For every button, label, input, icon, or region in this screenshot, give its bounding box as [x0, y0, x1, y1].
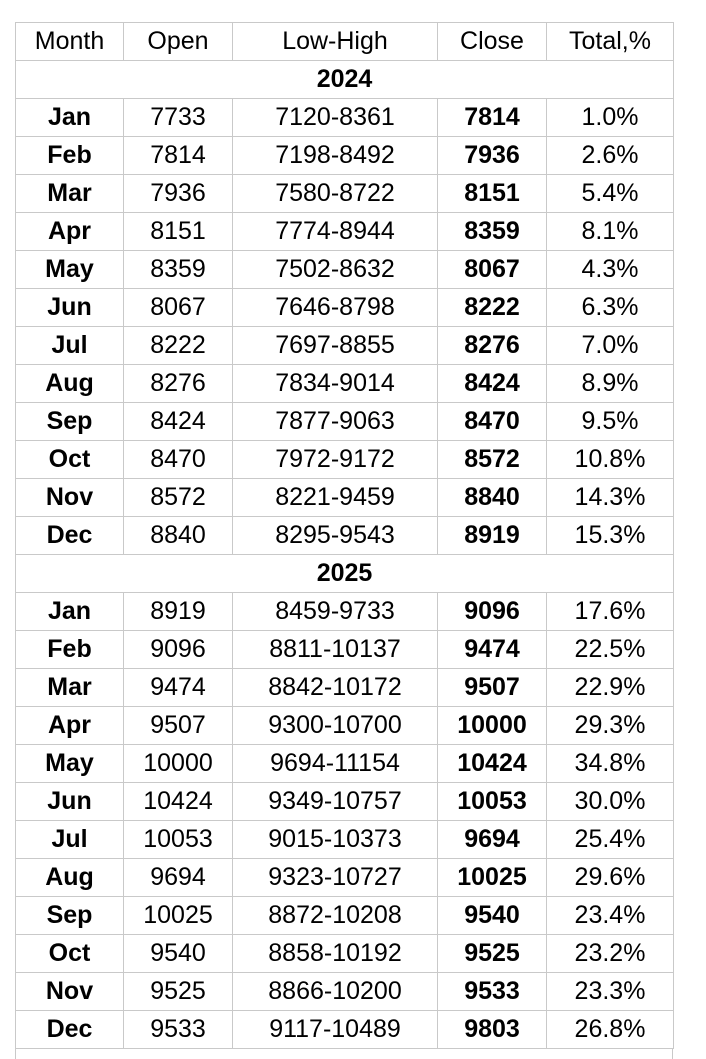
table-row [16, 1011, 674, 1049]
open-cell: 8470 [124, 441, 233, 479]
open-cell: 9540 [124, 935, 233, 973]
total-percent-cell: 14.3% [547, 479, 674, 517]
total-percent-cell: 17.6% [547, 593, 674, 631]
low-high-cell: 9349-10757 [233, 783, 438, 821]
total-percent-cell: 26.8% [547, 1011, 674, 1049]
month-cell: May [16, 745, 124, 783]
close-cell: 9525 [438, 935, 547, 973]
month-cell: Mar [16, 175, 124, 213]
low-high-cell: 9015-10373 [233, 821, 438, 859]
month-cell: Jun [16, 289, 124, 327]
open-cell: 9694 [124, 859, 233, 897]
month-cell: Feb [16, 137, 124, 175]
table-row [16, 897, 674, 935]
low-high-cell: 8842-10172 [233, 669, 438, 707]
table-row [16, 213, 674, 251]
month-cell: May [16, 251, 124, 289]
total-percent-cell: 8.9% [547, 365, 674, 403]
table-row [16, 707, 674, 745]
total-percent-cell: 22.5% [547, 631, 674, 669]
total-percent-cell: 10.8% [547, 441, 674, 479]
close-cell: 9533 [438, 973, 547, 1011]
low-high-cell: 7646-8798 [233, 289, 438, 327]
close-cell: 8151 [438, 175, 547, 213]
low-high-cell: 7502-8632 [233, 251, 438, 289]
open-cell: 8840 [124, 517, 233, 555]
table-row [16, 365, 674, 403]
month-cell: Apr [16, 213, 124, 251]
month-cell: Jul [16, 821, 124, 859]
table-row [16, 935, 674, 973]
low-high-cell: 9117-10489 [233, 1011, 438, 1049]
low-high-cell: 8866-10200 [233, 973, 438, 1011]
header-month: Month [16, 23, 124, 61]
month-cell: Jun [16, 783, 124, 821]
low-high-cell: 9694-11154 [233, 745, 438, 783]
close-cell: 9540 [438, 897, 547, 935]
open-cell: 8151 [124, 213, 233, 251]
total-percent-cell: 34.8% [547, 745, 674, 783]
year-label: 2024 [16, 61, 674, 99]
close-cell: 7936 [438, 137, 547, 175]
close-cell: 9803 [438, 1011, 547, 1049]
table-row [16, 175, 674, 213]
open-cell: 9507 [124, 707, 233, 745]
total-percent-cell: 8.1% [547, 213, 674, 251]
year-row [16, 555, 674, 593]
open-cell: 7733 [124, 99, 233, 137]
table-row [16, 403, 674, 441]
open-cell: 8919 [124, 593, 233, 631]
month-cell: Apr [16, 707, 124, 745]
open-cell: 7936 [124, 175, 233, 213]
close-cell: 8067 [438, 251, 547, 289]
low-high-cell: 8459-9733 [233, 593, 438, 631]
open-cell: 9096 [124, 631, 233, 669]
header-low-high: Low-High [233, 23, 438, 61]
table-row [16, 593, 674, 631]
open-cell: 8424 [124, 403, 233, 441]
low-high-cell: 7697-8855 [233, 327, 438, 365]
close-cell: 9694 [438, 821, 547, 859]
close-cell: 8359 [438, 213, 547, 251]
open-cell: 8572 [124, 479, 233, 517]
table-row [16, 517, 674, 555]
close-cell: 9096 [438, 593, 547, 631]
table-row [16, 99, 674, 137]
low-high-cell: 8858-10192 [233, 935, 438, 973]
close-cell: 9474 [438, 631, 547, 669]
total-percent-cell: 2.6% [547, 137, 674, 175]
low-high-cell: 9300-10700 [233, 707, 438, 745]
close-cell: 10053 [438, 783, 547, 821]
low-high-cell: 7198-8492 [233, 137, 438, 175]
close-cell: 7814 [438, 99, 547, 137]
close-cell: 10424 [438, 745, 547, 783]
year-label: 2025 [16, 555, 674, 593]
month-cell: Oct [16, 441, 124, 479]
total-percent-cell: 6.3% [547, 289, 674, 327]
open-cell: 9474 [124, 669, 233, 707]
total-percent-cell: 23.3% [547, 973, 674, 1011]
month-cell: Feb [16, 631, 124, 669]
close-cell: 8840 [438, 479, 547, 517]
close-cell: 8572 [438, 441, 547, 479]
month-cell: Dec [16, 1011, 124, 1049]
low-high-cell: 7877-9063 [233, 403, 438, 441]
close-cell: 9507 [438, 669, 547, 707]
month-cell: Aug [16, 859, 124, 897]
low-high-cell: 7120-8361 [233, 99, 438, 137]
month-cell: Oct [16, 935, 124, 973]
total-percent-cell: 5.4% [547, 175, 674, 213]
month-cell: Mar [16, 669, 124, 707]
table-row [16, 251, 674, 289]
close-cell: 10025 [438, 859, 547, 897]
total-percent-cell: 25.4% [547, 821, 674, 859]
low-high-cell: 7834-9014 [233, 365, 438, 403]
low-high-cell: 7580-8722 [233, 175, 438, 213]
table-row [16, 973, 674, 1011]
close-cell: 8470 [438, 403, 547, 441]
table-row [16, 859, 674, 897]
month-cell: Sep [16, 897, 124, 935]
table-body [16, 61, 674, 1049]
open-cell: 9533 [124, 1011, 233, 1049]
total-percent-cell: 7.0% [547, 327, 674, 365]
low-high-cell: 9323-10727 [233, 859, 438, 897]
table-continuation [15, 1049, 673, 1059]
header-total-percent: Total,% [547, 23, 674, 61]
month-cell: Nov [16, 973, 124, 1011]
month-cell: Jul [16, 327, 124, 365]
monthly-forecast-table [15, 22, 674, 1049]
month-cell: Sep [16, 403, 124, 441]
low-high-cell: 8872-10208 [233, 897, 438, 935]
table-row [16, 479, 674, 517]
total-percent-cell: 1.0% [547, 99, 674, 137]
table-row [16, 745, 674, 783]
month-cell: Jan [16, 593, 124, 631]
total-percent-cell: 9.5% [547, 403, 674, 441]
open-cell: 10025 [124, 897, 233, 935]
table-row [16, 669, 674, 707]
open-cell: 10000 [124, 745, 233, 783]
low-high-cell: 8295-9543 [233, 517, 438, 555]
month-cell: Jan [16, 99, 124, 137]
close-cell: 8222 [438, 289, 547, 327]
total-percent-cell: 29.3% [547, 707, 674, 745]
table-row [16, 441, 674, 479]
total-percent-cell: 22.9% [547, 669, 674, 707]
header-open: Open [124, 23, 233, 61]
total-percent-cell: 23.4% [547, 897, 674, 935]
open-cell: 10053 [124, 821, 233, 859]
total-percent-cell: 15.3% [547, 517, 674, 555]
table-row [16, 631, 674, 669]
open-cell: 9525 [124, 973, 233, 1011]
open-cell: 8276 [124, 365, 233, 403]
open-cell: 7814 [124, 137, 233, 175]
table-row [16, 783, 674, 821]
table-row [16, 327, 674, 365]
close-cell: 8919 [438, 517, 547, 555]
total-percent-cell: 30.0% [547, 783, 674, 821]
close-cell: 8276 [438, 327, 547, 365]
open-cell: 10424 [124, 783, 233, 821]
month-cell: Dec [16, 517, 124, 555]
month-cell: Aug [16, 365, 124, 403]
open-cell: 8067 [124, 289, 233, 327]
total-percent-cell: 4.3% [547, 251, 674, 289]
table-row [16, 137, 674, 175]
forecast-sheet [15, 22, 673, 1059]
low-high-cell: 8811-10137 [233, 631, 438, 669]
table-row [16, 821, 674, 859]
header-close: Close [438, 23, 547, 61]
low-high-cell: 7774-8944 [233, 213, 438, 251]
header-row [16, 23, 674, 61]
close-cell: 8424 [438, 365, 547, 403]
open-cell: 8222 [124, 327, 233, 365]
month-cell: Nov [16, 479, 124, 517]
total-percent-cell: 23.2% [547, 935, 674, 973]
low-high-cell: 8221-9459 [233, 479, 438, 517]
close-cell: 10000 [438, 707, 547, 745]
open-cell: 8359 [124, 251, 233, 289]
table-row [16, 289, 674, 327]
total-percent-cell: 29.6% [547, 859, 674, 897]
low-high-cell: 7972-9172 [233, 441, 438, 479]
year-row [16, 61, 674, 99]
